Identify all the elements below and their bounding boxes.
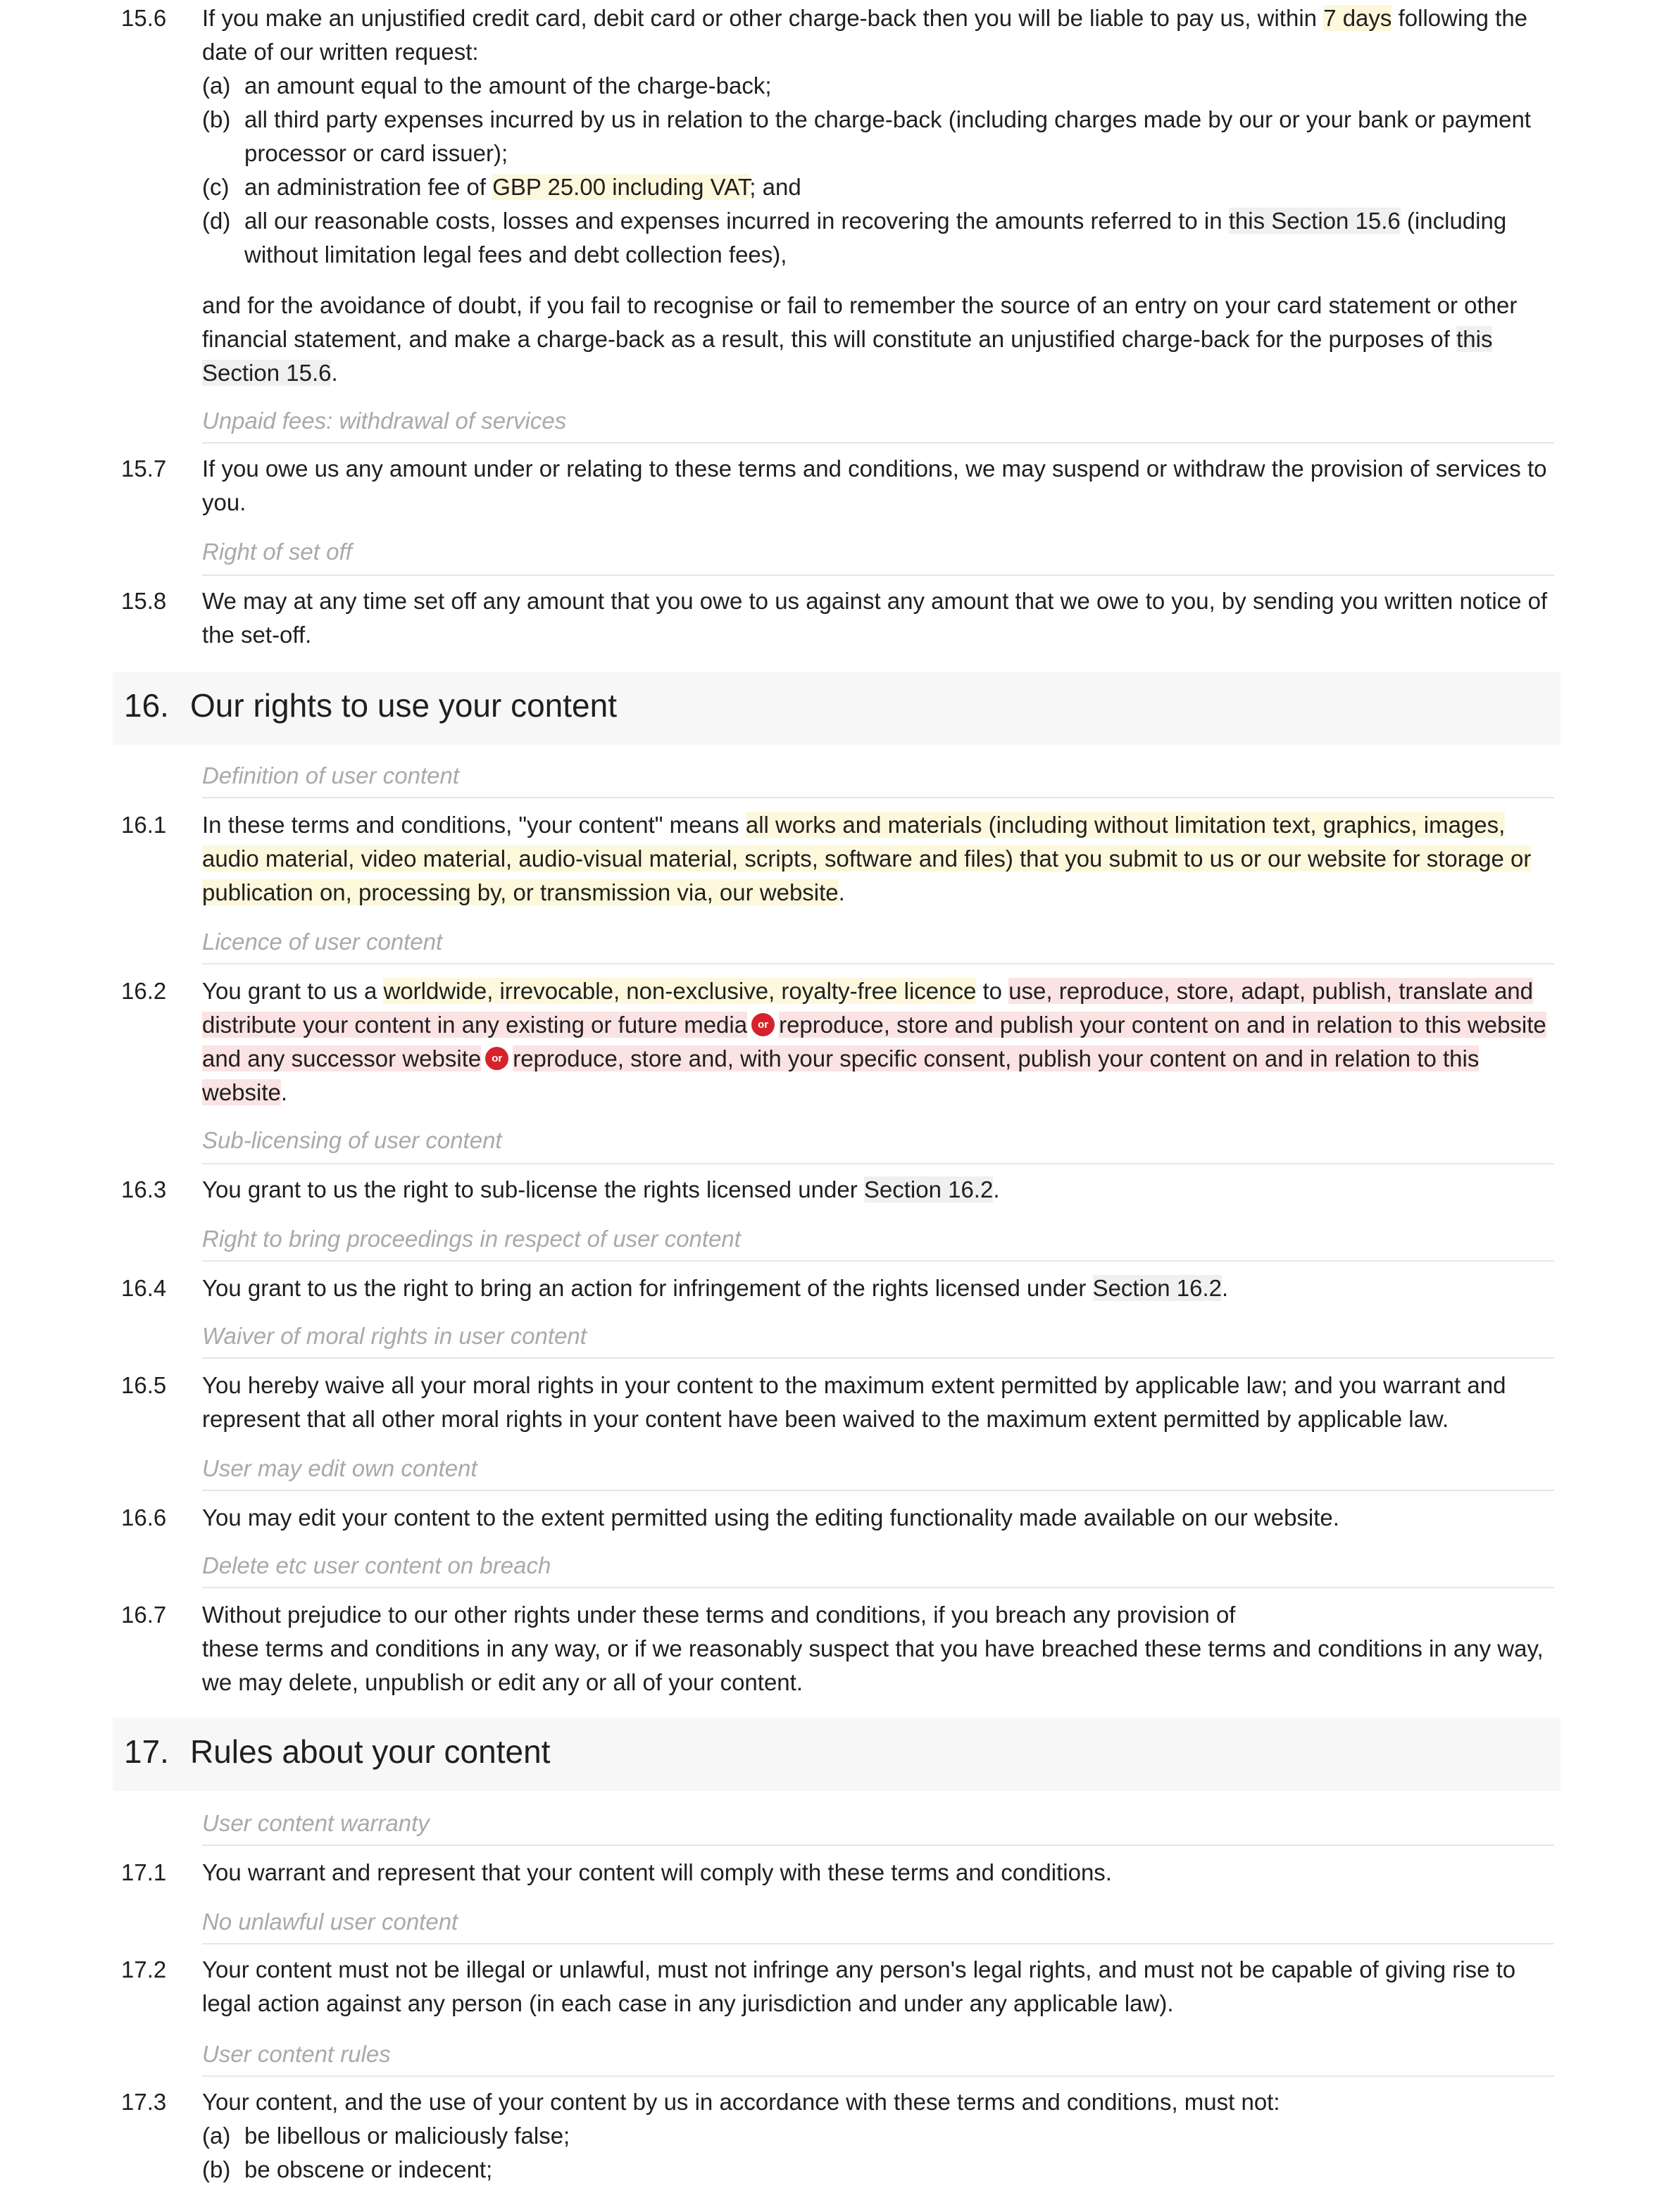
clause-text: and for the avoidance of doubt, if you fail to recognise or fail to remember the source of an entry on your card statement or other financial statement, and make a charge-back as a result, this will constitute an unjustified charge-back for the purposes of this Section 15.6. (202, 292, 1518, 386)
list-item: (d) all our reasonable costs, losses and expenses incurred in recovering the amounts referred to in this Section 15.6 (including without limitation legal fees and debt collection fees), (202, 208, 1507, 268)
section-heading-16 (113, 672, 1561, 745)
clause-subheading: Right to bring proceedings in respect of user content (202, 1226, 741, 1252)
divider (202, 1163, 1554, 1164)
section-title: Rules about your content (190, 1733, 551, 1770)
clause-16-3 (121, 1173, 1558, 1207)
divider (202, 1357, 1554, 1359)
divider (202, 963, 1554, 964)
clause-number: 16.1 (121, 812, 167, 838)
clause-text: If you make an unjustified credit card, debit card or other charge-back then you will be liable to pay us, within 7 days following the date of our written request: (202, 5, 1528, 65)
clause-number: 16.3 (121, 1176, 167, 1202)
clause-15-8 (121, 584, 1558, 652)
divider (202, 1943, 1554, 1944)
highlight-definition: all works and materials (including without limitation text, graphics, images, audio material, video material, audio-visual material, scripts, software and files) that you submit to us or our website for storage or publication on, processing by, or transmission via, our website (202, 812, 1532, 905)
clause-number: 16.2 (121, 978, 167, 1004)
list-item: (a) an amount equal to the amount of the charge-back; (202, 73, 772, 99)
divider (202, 1845, 1554, 1846)
clause-17-2 (121, 1953, 1558, 2021)
divider (202, 2075, 1554, 2077)
list-item: (c) an administration fee of GBP 25.00 including VAT; and (202, 174, 801, 200)
clause-subheading: Waiver of moral rights in user content (202, 1323, 587, 1349)
clause-text: We may at any time set off any amount that you owe to us against any amount that we owe to you, by sending you written notice of the set-off. (202, 588, 1548, 648)
clause-text: You grant to us the right to bring an action for infringement of the rights licensed under Section 16.2. (202, 1275, 1229, 1301)
clause-number: 16.7 (121, 1602, 167, 1628)
clause-subheading: User content warranty (202, 1810, 430, 1836)
list-item: (b) be obscene or indecent; (202, 2156, 493, 2182)
clause-text: You hereby waive all your moral rights in your content to the maximum extent permitted by applicable law; and you warrant and represent that all other moral rights in your content have been waived to the maximum extent permitted by applicable law. (202, 1372, 1506, 1432)
clause-17-3 (121, 2085, 1558, 2187)
highlight-licence: worldwide, irrevocable, non-exclusive, royalty-free licence (383, 978, 977, 1004)
clause-16-5 (121, 1369, 1558, 1436)
list-item: (a) be libellous or maliciously false; (202, 2123, 570, 2149)
clause-number: 17.3 (121, 2089, 167, 2115)
divider (202, 1587, 1554, 1588)
clause-number: 16.6 (121, 1504, 167, 1531)
divider (202, 574, 1554, 576)
clause-subheading: Definition of user content (202, 762, 460, 788)
or-badge-icon[interactable]: or (485, 1047, 508, 1070)
clause-16-2 (121, 974, 1558, 1110)
clause-subheading: Delete etc user content on breach (202, 1552, 551, 1578)
option-text[interactable]: reproduce, store and publish your content on and in relation to this website and any successor website (202, 1012, 1546, 1072)
section-reference[interactable]: this Section 15.6 (1228, 208, 1401, 234)
or-badge-icon[interactable]: or (751, 1013, 775, 1036)
clause-number: 16.4 (121, 1275, 167, 1301)
list-item: (b) all third party expenses incurred by us in relation to the charge-back (including charges made by our or your bank or payment processor or card issuer); (202, 106, 1531, 166)
section-title: Our rights to use your content (190, 687, 617, 724)
clause-number: 17.1 (121, 1859, 167, 1885)
clause-number: 15.7 (121, 455, 167, 482)
clause-text: You grant to us a worldwide, irrevocable, non-exclusive, royalty-free licence to use, reproduce, store, adapt, publish, translate and distribute your content in any existing or future media or reproduce, store and publish your content on and in relation to this website and any successor website or reproduce, store and, with your specific consent, publish your content on and in relation to this website. (202, 978, 1546, 1105)
divider (202, 1260, 1554, 1262)
clause-15-7 (121, 452, 1558, 520)
section-heading-17 (113, 1718, 1561, 1791)
section-reference[interactable]: Section 16.2 (1092, 1275, 1222, 1301)
clause-16-4 (121, 1271, 1558, 1305)
clause-number: 17.2 (121, 1956, 167, 1982)
clause-text: You may edit your content to the extent permitted using the editing functionality made available on our website. (202, 1504, 1339, 1531)
clause-text: these terms and conditions in any way, or if we reasonably suspect that you have breached these terms and conditions in any way, we may delete, unpublish or edit any or all of your content. (202, 1635, 1544, 1695)
option-text[interactable]: use, reproduce, store, adapt, publish, translate and distribute your content in any existing or future media (202, 978, 1534, 1038)
clause-subheading: No unlawful user content (202, 1909, 458, 1935)
clause-15-6 (121, 1, 1558, 390)
clause-subheading: User may edit own content (202, 1455, 477, 1481)
divider (202, 797, 1554, 798)
clause-text: Your content, and the use of your content by us in accordance with these terms and conditions, must not: (202, 2089, 1280, 2115)
option-text[interactable]: reproduce, store and, with your specific consent, publish your content on and in relation to this website (202, 1045, 1480, 1105)
section-number: 16. (124, 687, 169, 724)
clause-16-6 (121, 1501, 1558, 1535)
clause-text: You warrant and represent that your content will comply with these terms and conditions. (202, 1859, 1112, 1885)
divider (202, 442, 1554, 444)
clause-16-1 (121, 808, 1558, 910)
clause-number: 15.6 (121, 5, 167, 31)
clause-text: You grant to us the right to sub-license the rights licensed under Section 16.2. (202, 1176, 1000, 1202)
clause-number: 16.5 (121, 1372, 167, 1398)
section-reference[interactable]: Section 16.2 (863, 1176, 994, 1202)
clause-17-1 (121, 1856, 1558, 1890)
section-reference[interactable]: this Section 15.6 (202, 326, 1493, 386)
clause-subheading: User content rules (202, 2041, 391, 2067)
clause-subheading: Licence of user content (202, 929, 443, 955)
clause-16-7 (121, 1598, 1558, 1699)
clause-text: If you owe us any amount under or relating to these terms and conditions, we may suspend or withdraw the provision of services to you. (202, 455, 1547, 515)
clause-text: Without prejudice to our other rights under these terms and conditions, if you breach any provision of (202, 1602, 1236, 1628)
clause-number: 15.8 (121, 588, 167, 614)
clause-subheading: Sub-licensing of user content (202, 1127, 502, 1153)
highlight-days: 7 days (1323, 5, 1392, 31)
clause-subheading: Right of set off (202, 539, 352, 565)
clause-subheading: Unpaid fees: withdrawal of services (202, 408, 567, 434)
clause-text: In these terms and conditions, "your content" means all works and materials (including without limitation text, graphics, images, audio material, video material, audio-visual material, scripts, software and files) that you submit to us or our website for storage or publication on, processing by, or transmission via, our website. (202, 812, 1532, 905)
divider (202, 1490, 1554, 1491)
section-number: 17. (124, 1733, 169, 1770)
highlight-fee: GBP 25.00 including VAT (492, 174, 750, 200)
clause-text: Your content must not be illegal or unlawful, must not infringe any person's legal rights, and must not be capable of giving rise to legal action against any person (in each case in any jurisdiction and under any applicable law). (202, 1956, 1516, 2016)
